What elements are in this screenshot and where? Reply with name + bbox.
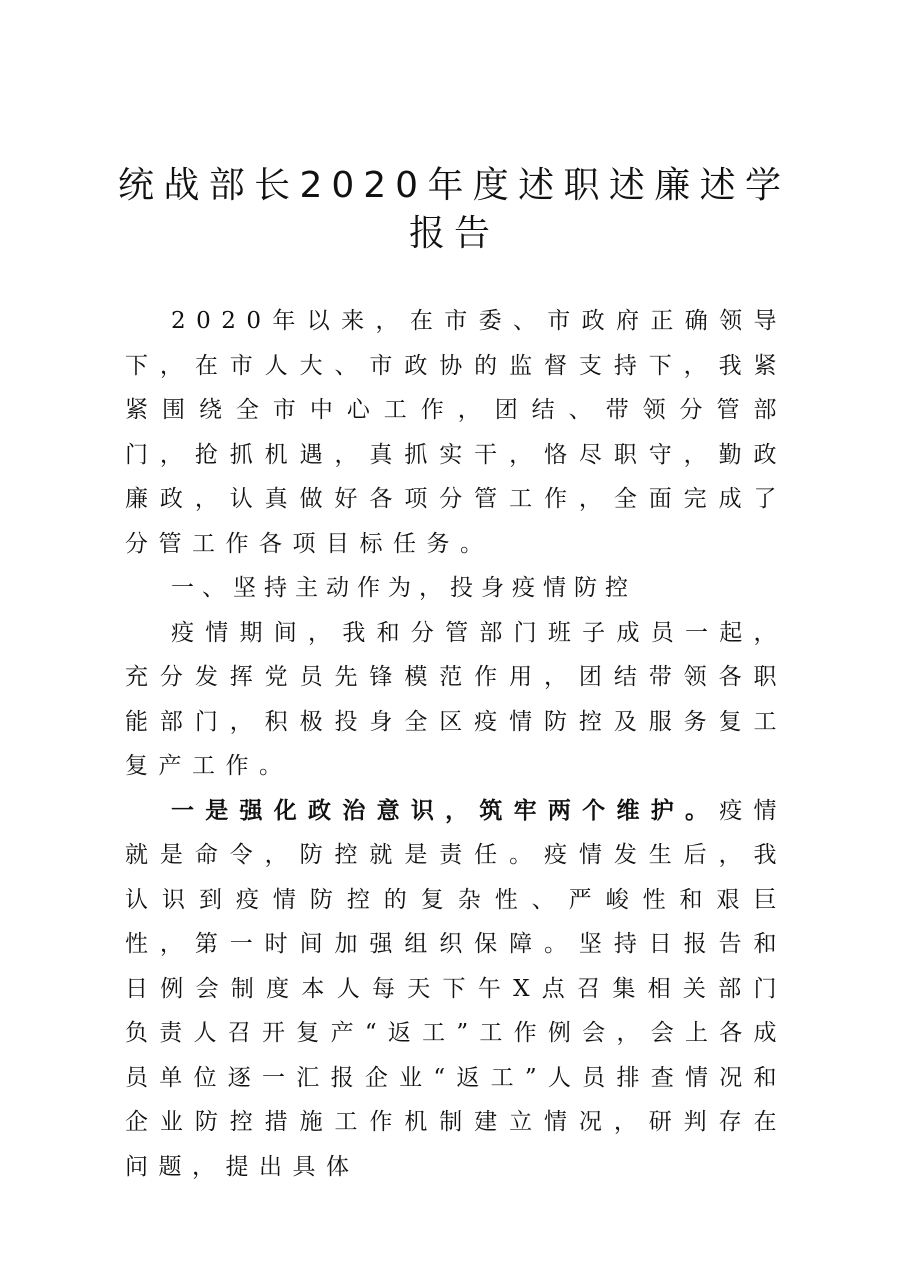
point-one-paragraph <box>125 789 787 1190</box>
section-heading-1: 一、坚持主动作为，投身疫情防控 <box>171 575 636 601</box>
section-1-paragraph: 疫情期间，我和分管部门班子成员一起，充分发挥党员先锋模范作用，团结带领各职能部门，积极投身全区疫情防控及服务复工复产工作。 <box>125 619 787 779</box>
point-one-lead: 一是强化政治意识，筑牢两个维护。 <box>171 796 720 824</box>
document-title: 统战部长2020年度述职述廉述学报告 <box>118 165 790 254</box>
intro-paragraph: 2020年以来，在市委、市政府正确领导下，在市人大、市政协的监督支持下，我紧紧围绕全市中心工作，团结、带领分管部门，抢抓机遇，真抓实干，恪尽职守，勤政廉政，认真做好各项分管工作，全面完成了分管工作各项目标任务。 <box>125 308 787 557</box>
document-body <box>125 299 787 1189</box>
point-one-text: 疫情就是命令，防控就是责任。疫情发生后，我认识到疫情防控的复杂性、严峻性和艰巨性，第一时间加强组织保障。坚持日报告和日例会制度本人每天下午X点召集相关部门负责人召开复产“返工”工作例会，会上各成员单位逐一汇报企业“返工”人员排查情况和企业防控措施工作机制建立情况，研判存在问题，提出具体 <box>125 797 788 1180</box>
